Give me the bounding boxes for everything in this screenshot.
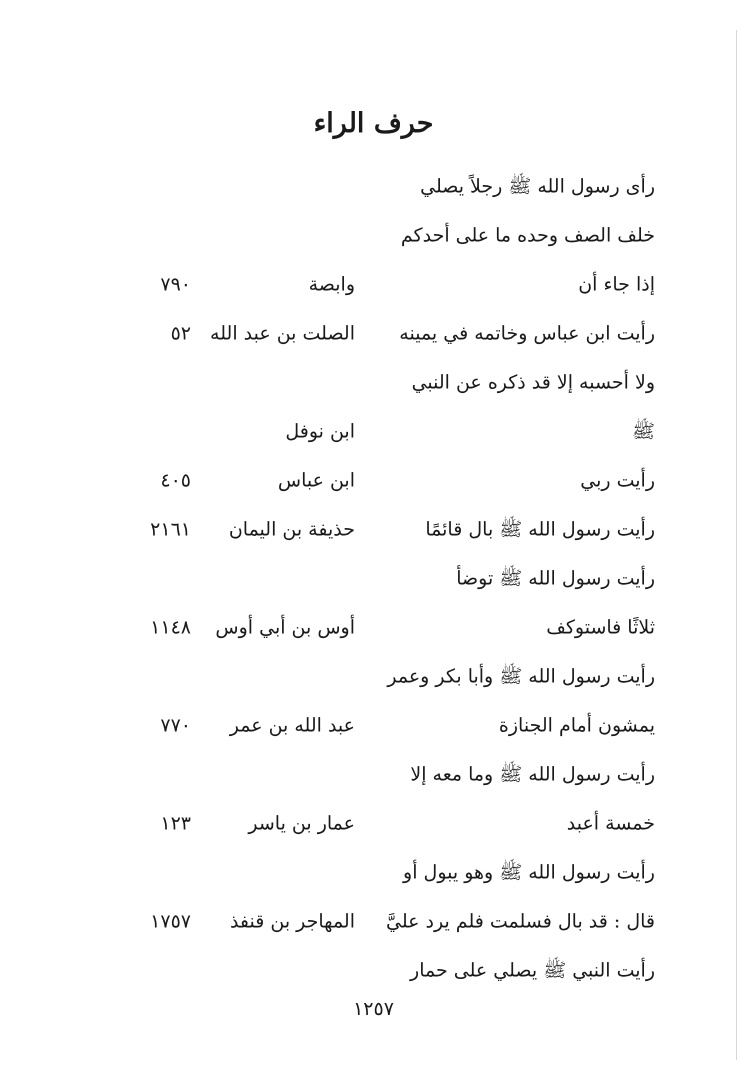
index-entry	[0, 946, 747, 995]
hadith-text: رأيت رسول الله ﷺ توضأ	[456, 567, 655, 590]
index-entry	[0, 456, 747, 505]
page-number: ١٢٥٧	[353, 998, 394, 1020]
hadith-number: ١٧٥٧	[150, 910, 191, 933]
narrator-name: الصلت بن عبد الله	[210, 322, 355, 345]
index-entry	[0, 799, 747, 848]
narrator-name: وابصة	[308, 273, 355, 296]
hadith-text: رأيت ربي	[580, 469, 655, 492]
index-entry	[0, 162, 747, 211]
index-entry	[0, 652, 747, 701]
hadith-number: ٧٩٠	[160, 273, 191, 296]
hadith-text: خلف الصف وحده ما على أحدكم	[400, 224, 655, 247]
hadith-number: ٧٧٠	[160, 714, 191, 737]
hadith-text: ثلاثًا فاستوكف	[546, 616, 655, 639]
hadith-text: قال : قد بال فسلمت فلم يرد عليَّ	[386, 910, 655, 933]
hadith-text: ﷺ	[632, 420, 655, 443]
hadith-text: خمسة أعبد	[566, 812, 655, 835]
index-entry	[0, 701, 747, 750]
index-entry	[0, 848, 747, 897]
hadith-text: يمشون أمام الجنازة	[498, 714, 655, 737]
index-entry	[0, 750, 747, 799]
hadith-text: رأيت رسول الله ﷺ وما معه إلا	[410, 763, 655, 786]
index-entry	[0, 554, 747, 603]
hadith-number: ٢١٦١	[150, 518, 191, 541]
narrator-name: ابن عباس	[277, 469, 355, 492]
hadith-text: رأيت رسول الله ﷺ بال قائمًا	[425, 518, 655, 541]
hadith-text: رأيت النبي ﷺ يصلي على حمار	[410, 959, 655, 982]
hadith-number: ١٢٣	[160, 812, 191, 835]
index-entry	[0, 897, 747, 946]
hadith-number: ٥٢	[170, 322, 191, 345]
hadith-text: رأيت رسول الله ﷺ وأبا بكر وعمر	[387, 665, 655, 688]
index-entry	[0, 407, 747, 456]
index-entry	[0, 603, 747, 652]
hadith-number: ١١٤٨	[150, 616, 191, 639]
hadith-text: رأيت ابن عباس وخاتمه في يمينه	[399, 322, 655, 345]
hadith-text: رأى رسول الله ﷺ رجلاً يصلي	[420, 175, 655, 198]
narrator-name: عمار بن ياسر	[248, 812, 355, 835]
narrator-name: أوس بن أبي أوس	[215, 616, 355, 639]
hadith-number: ٤٠٥	[160, 469, 191, 492]
hadith-text: ولا أحسبه إلا قد ذكره عن النبي	[411, 371, 655, 394]
index-entry	[0, 260, 747, 309]
index-entry	[0, 309, 747, 358]
narrator-name: ابن نوفل	[285, 420, 355, 443]
index-entry	[0, 505, 747, 554]
narrator-name: حذيفة بن اليمان	[228, 518, 355, 541]
hadith-text: إذا جاء أن	[578, 273, 655, 296]
section-heading: حرف الراء	[313, 108, 434, 139]
hadith-text: رأيت رسول الله ﷺ وهو يبول أو	[403, 861, 655, 884]
index-entry	[0, 358, 747, 407]
narrator-name: المهاجر بن قنفذ	[229, 910, 355, 933]
hadith-index-list	[0, 162, 747, 995]
narrator-name: عبد الله بن عمر	[229, 714, 355, 737]
index-entry	[0, 211, 747, 260]
